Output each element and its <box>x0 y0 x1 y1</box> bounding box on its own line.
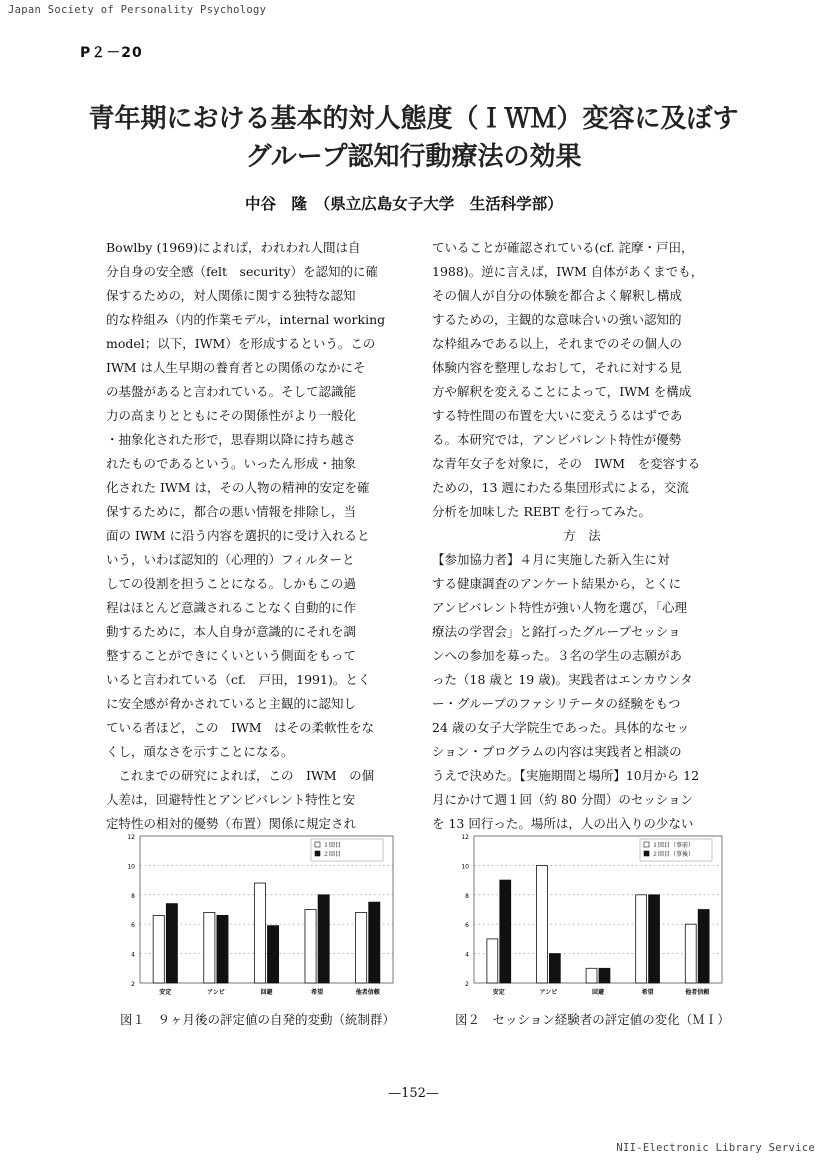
bar-series1-2 <box>254 883 265 983</box>
text-line: アンビバレント特性が強い人物を選び，｢心理 <box>432 600 687 615</box>
bar-series2-2 <box>599 968 610 983</box>
x-category-label: 希望 <box>311 989 324 996</box>
x-category-label: 希望 <box>641 989 654 996</box>
y-tick-label: 2 <box>131 981 135 988</box>
text-line: れたものであるという。いったん形成・抽象 <box>106 456 357 471</box>
y-tick-label: 4 <box>465 951 469 959</box>
legend-box <box>311 839 383 861</box>
bar-series1-3 <box>636 895 647 983</box>
text-line: 化された IWM は，その人物の精神的安定を確 <box>106 480 370 495</box>
y-tick-label: 12 <box>127 834 135 841</box>
x-category-label: 安定 <box>492 989 505 996</box>
bar-series1-4 <box>685 924 696 983</box>
text-line: に安全感が脅かされていると主観的に認知し <box>106 696 357 711</box>
text-line: る。本研究では，アンビバレント特性が優勢 <box>432 432 682 447</box>
text-line: IWM は人生早期の養育者との関係のなかにそ <box>106 360 366 375</box>
text-line: うえで決めた。【実施期間と場所】10月から 12 <box>432 768 700 783</box>
bar-series2-1 <box>217 915 228 983</box>
legend-swatch <box>315 842 320 847</box>
bar-series2-4 <box>698 910 709 984</box>
text-line: 【参加協力者】４月に実施した新入生に対 <box>432 552 670 567</box>
text-line: 動するために，本人自身が意識的にそれを調 <box>106 624 357 639</box>
text-line: 月にかけて週１回（約 80 分間）のセッション <box>432 792 694 807</box>
text-line: 方や解釈を変えることによって，IWM を構成 <box>432 384 692 399</box>
text-line: ンへの参加を募った。３名の学生の志願があ <box>432 648 683 663</box>
figure-1-bar-chart <box>118 828 403 1003</box>
y-tick-label: 6 <box>465 922 469 930</box>
text-line: った（18 歳と 19 歳)。実践者はエンカウンタ <box>432 672 693 687</box>
bar-series2-3 <box>649 895 660 983</box>
legend-label: ２回目 <box>323 851 342 858</box>
paper-title-line-2: グループ認知行動療法の効果 <box>245 142 582 172</box>
y-tick-label: 2 <box>465 981 469 988</box>
x-category-label: 回避 <box>591 989 605 996</box>
page-number: —152— <box>388 1086 439 1101</box>
bar-series2-4 <box>369 902 380 983</box>
figure-2-caption: 図２ セッション経験者の評定値の変化（ＭＩ） <box>455 1012 730 1027</box>
y-tick-label: 10 <box>127 863 135 871</box>
bar-series2-0 <box>166 904 177 983</box>
text-line: 定特性の相対的優勢（布置）関係に規定され <box>106 816 357 831</box>
text-line: ていることが確認されている(cf. 詫摩・戸田， <box>432 240 694 255</box>
section-heading-methods: 方 法 <box>563 528 601 543</box>
bar-series1-3 <box>305 910 316 984</box>
x-category-label: 他者信頼 <box>685 989 710 996</box>
text-line: 的な枠組み（内的作業モデル，internal working <box>106 312 386 327</box>
text-line: 分析を加味した REBT を行ってみた。 <box>432 504 652 519</box>
text-line: その個人が自分の体験を都合よく解釈し構成 <box>432 288 683 303</box>
text-line: くし，頑なさを示すことになる。 <box>106 744 294 759</box>
bar-series1-1 <box>536 865 547 983</box>
bar-series1-4 <box>356 912 367 983</box>
text-line: 整することができにくいという側面をもって <box>106 648 357 663</box>
text-line: ための，13 週にわたる集団形式による，交流 <box>432 480 689 495</box>
text-line: ー・グループのファシリテータの経験をもつ <box>432 696 681 711</box>
y-tick-label: 6 <box>131 922 135 930</box>
text-line: いると言われている（cf. 戸田，1991)。とく <box>106 672 371 687</box>
y-tick-label: 8 <box>465 892 469 900</box>
text-line: ・抽象化された形で，思春期以降に持ち越さ <box>106 432 356 447</box>
bar-series1-0 <box>487 939 498 983</box>
text-line: を 13 回行った。場所は，人の出入りの少ない <box>432 816 694 831</box>
text-line: 体験内容を整理しなおして，それに対する見 <box>432 360 682 375</box>
presentation-id: P２－20 <box>80 45 143 61</box>
text-line: 程はほとんど意識されることなく自動的に作 <box>106 600 357 615</box>
text-line: 面の IWM に沿う内容を選択的に受け入れると <box>106 528 370 543</box>
text-line: ション・プログラムの内容は実践者と相談の <box>432 744 682 759</box>
text-line: model；以下，IWM）を形成するという。この <box>106 336 376 351</box>
right-text-column <box>432 236 732 836</box>
paper-title-line-1: 青年期における基本的対人態度（ＩＷＭ）変容に及ぼす <box>88 104 739 134</box>
y-tick-label: 8 <box>131 892 135 900</box>
text-line: 24 歳の女子大学院生であった。具体的なセッ <box>432 720 690 735</box>
author-affiliation: 中谷 隆 （県立広島女子大学 生活科学部） <box>245 195 563 213</box>
legend-label: １回目（事前） <box>652 842 695 849</box>
text-line: 保するために，都合の悪い情報を排除し，当 <box>106 504 357 519</box>
text-line: 療法の学習会」と銘打ったグループセッショ <box>432 624 681 639</box>
text-line: 力の高まりとともにその関係性がより一般化 <box>106 408 357 423</box>
legend-label: ２回目（事後） <box>652 851 695 858</box>
text-line: 1988)。逆に言えば，IWM 自体があくまでも， <box>432 264 704 279</box>
x-category-label: アンビ <box>539 989 558 996</box>
y-tick-label: 10 <box>461 863 469 871</box>
text-line: な枠組みである以上，それまでのその個人の <box>432 336 683 351</box>
text-line: な青年女子を対象に，その IWM を変容する <box>432 456 701 471</box>
text-line: 分自身の安全感（felt security）を認知的に確 <box>106 264 378 279</box>
bar-series1-0 <box>153 915 164 983</box>
legend-label: １回目 <box>323 842 342 849</box>
text-line: Bowlby (1969)によれば，われわれ人間は自 <box>106 240 361 255</box>
bar-series1-2 <box>586 968 597 983</box>
text-line: の基盤があると言われている。そして認識能 <box>106 384 357 399</box>
text-line: する特性間の布置を大いに変えうるはずであ <box>432 408 683 423</box>
x-category-label: 他者信頼 <box>355 989 380 996</box>
bar-series2-2 <box>268 926 279 983</box>
legend-swatch <box>315 851 320 856</box>
text-line: する健康調査のアンケート結果から，とくに <box>432 576 682 591</box>
bar-series1-1 <box>204 912 215 983</box>
text-line: しての役割を担うことになる。しかもこの過 <box>106 576 357 591</box>
text-line: これまでの研究によれば，この IWM の個 <box>106 768 375 783</box>
bar-series2-3 <box>318 895 329 983</box>
society-header: Japan Society of Personality Psychology <box>8 4 267 16</box>
x-category-label: 回避 <box>260 989 273 996</box>
text-line: 人差は，回避特性とアンビバレント特性と安 <box>106 792 356 807</box>
y-tick-label: 4 <box>131 951 135 959</box>
text-line: するための，主観的な意味合いの強い認知的 <box>432 312 682 327</box>
legend-swatch <box>644 842 649 847</box>
text-line: いう，いわば認知的（心理的）フィルターと <box>106 552 355 567</box>
figure-1-caption: 図１ ９ヶ月後の評定値の自発的変動（統制群） <box>120 1012 396 1027</box>
text-line: ている者ほど，この IWM はその柔軟性をな <box>106 720 375 735</box>
legend-swatch <box>644 851 649 856</box>
y-tick-label: 12 <box>461 834 469 841</box>
bar-series2-0 <box>500 880 511 983</box>
x-category-label: アンビ <box>207 989 225 996</box>
bar-series2-1 <box>549 954 560 983</box>
x-category-label: 安定 <box>159 989 172 996</box>
left-text-column <box>106 236 406 836</box>
library-footer: NII-Electronic Library Service <box>616 1142 815 1154</box>
text-line: 保するための，対人関係に関する独特な認知 <box>106 288 356 303</box>
figure-2-bar-chart <box>452 828 732 1003</box>
